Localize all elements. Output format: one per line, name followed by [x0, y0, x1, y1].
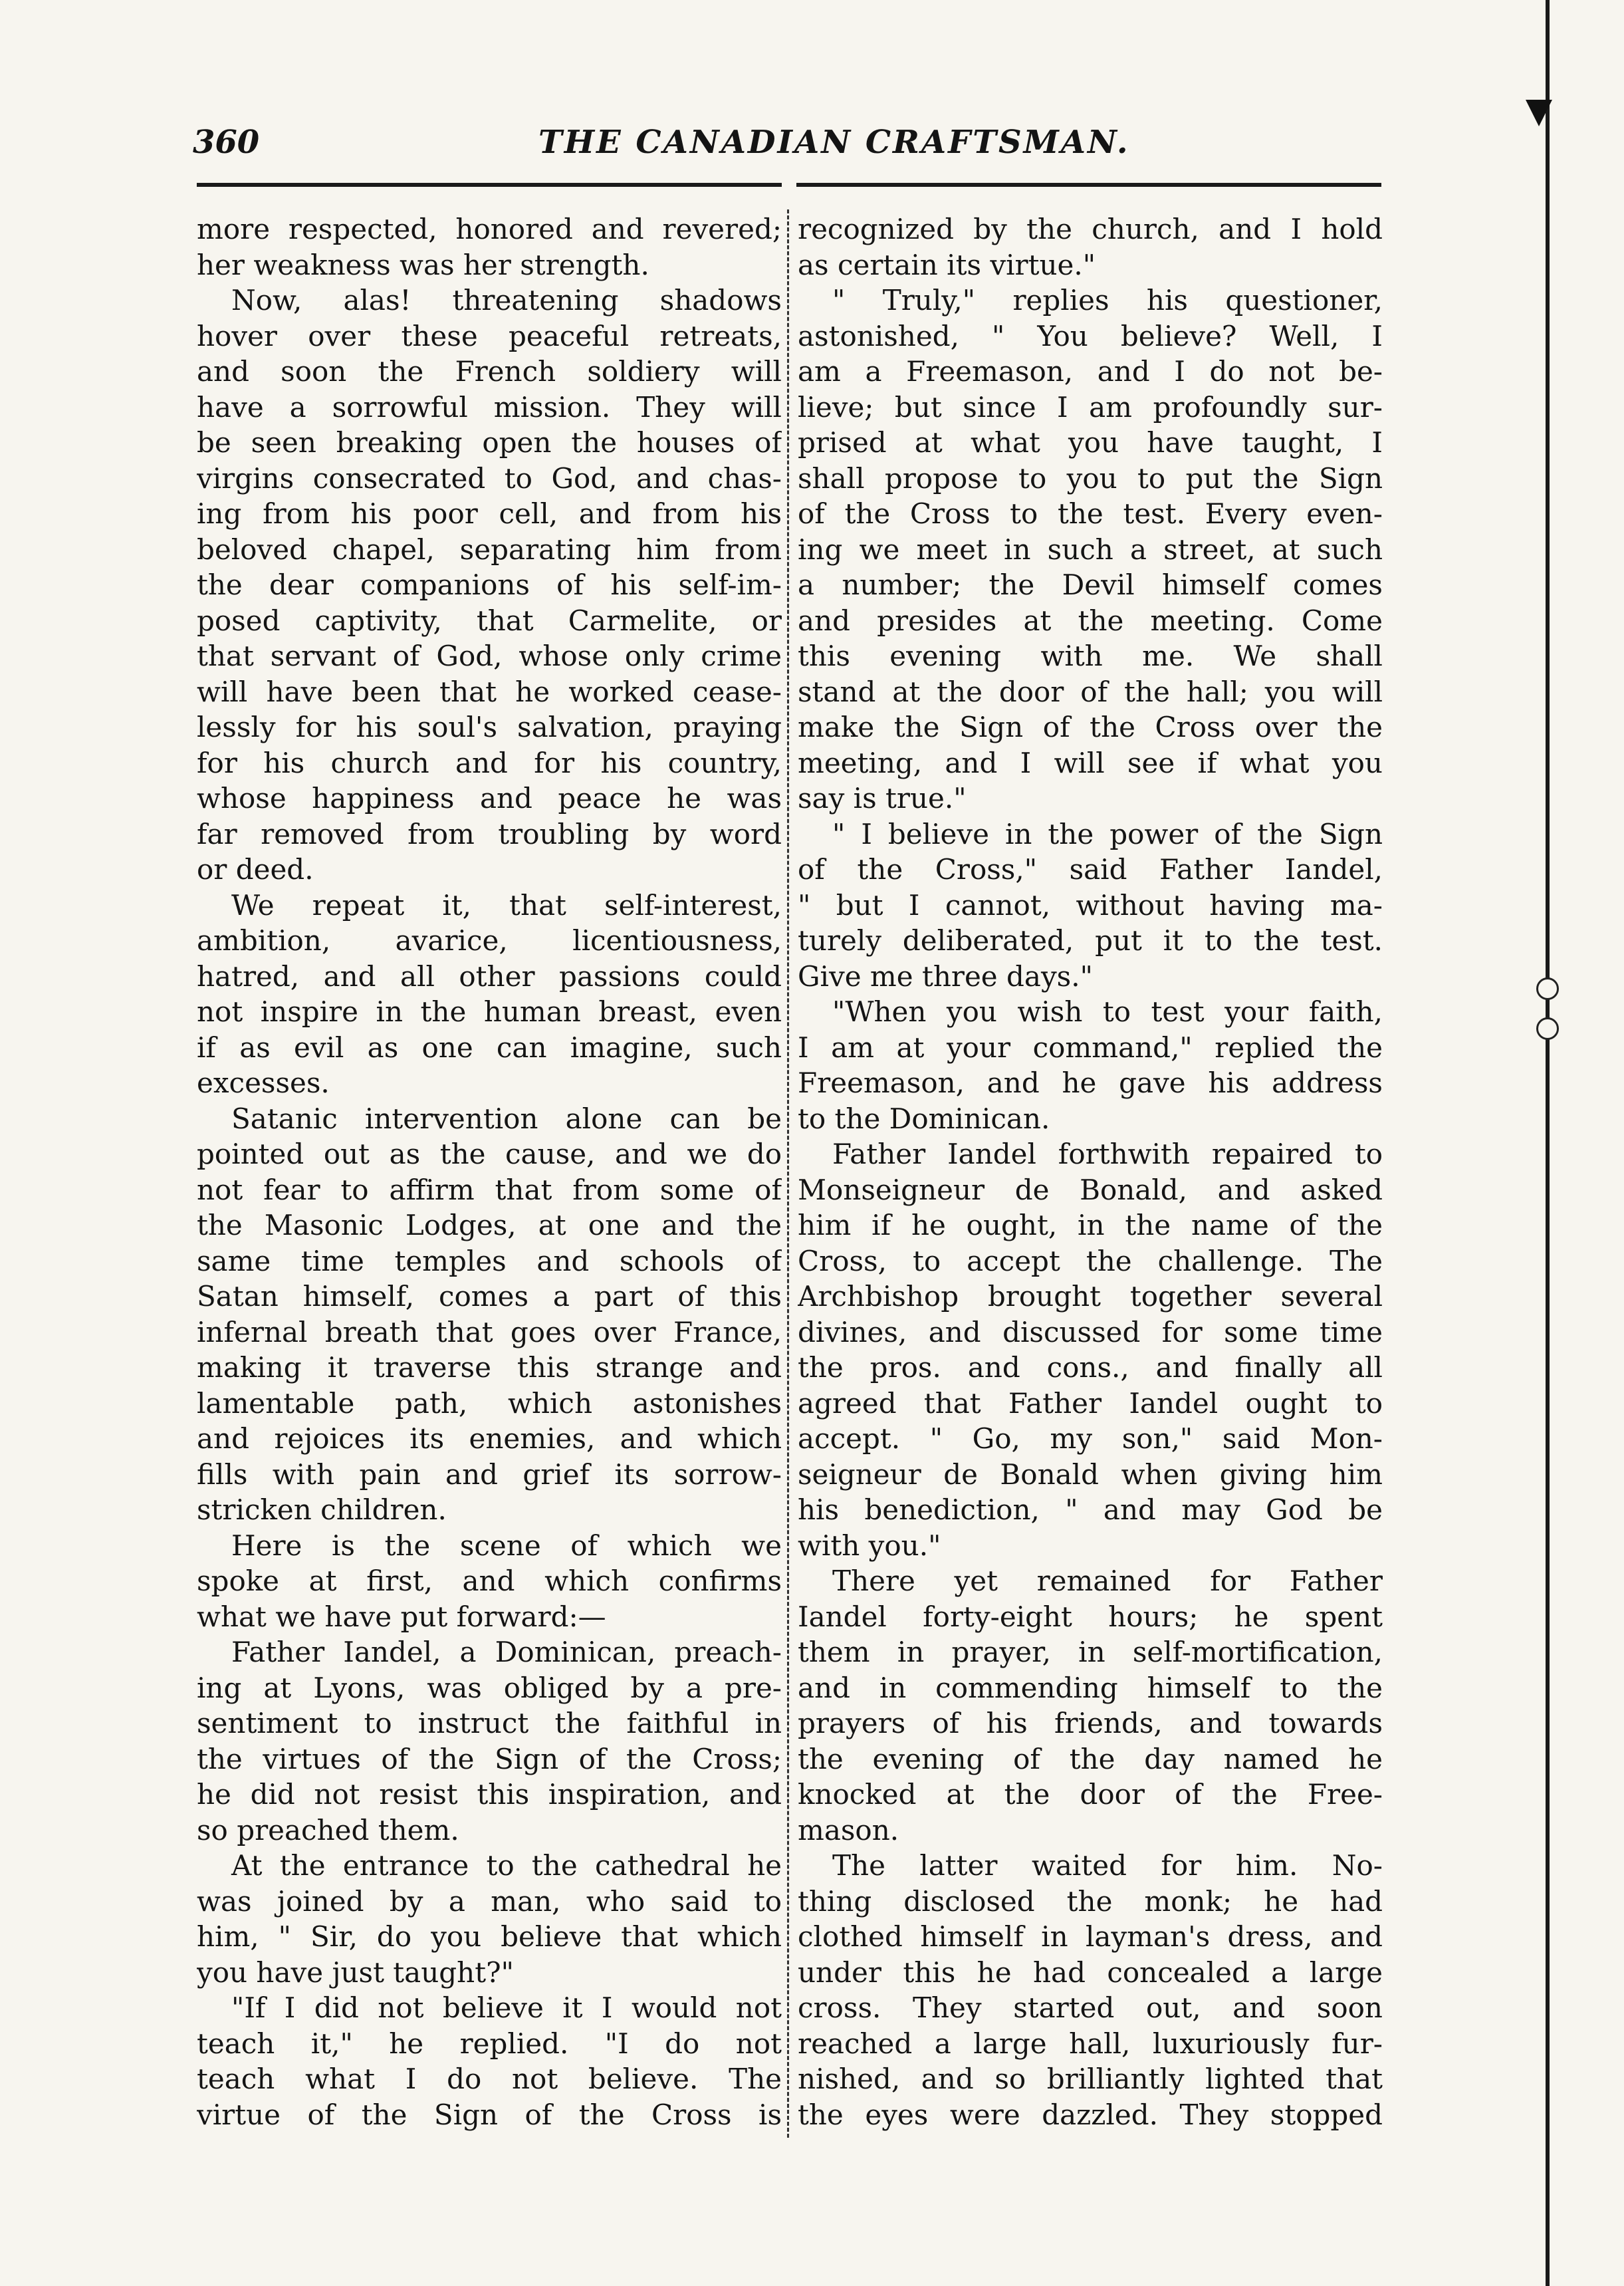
text-line: beloved chapel, separating him from: [197, 533, 782, 566]
text-line: Father Iandel forthwith repaired to: [832, 1138, 1383, 1170]
text-line: and in commending himself to the: [798, 1671, 1383, 1704]
text-line: thing disclosed the monk; he had: [798, 1884, 1383, 1918]
text-line: hover over these peaceful retreats,: [197, 319, 782, 352]
text-line: teach it," he replied. "I do not: [197, 2027, 782, 2060]
text-line: not fear to affirm that from some of: [197, 1173, 782, 1206]
text-line: infernal breath that goes over France,: [197, 1315, 782, 1348]
text-line: recognized by the church, and I hold: [798, 213, 1383, 245]
text-line: he did not resist this inspiration, and: [197, 1778, 782, 1811]
text-line: "If I did not believe it I would not: [231, 1991, 782, 2024]
text-line: whose happiness and peace he was: [197, 782, 782, 815]
page-edge-margin: [1532, 0, 1624, 2286]
text-line: his benediction, " and may God be: [798, 1493, 1383, 1526]
running-title: THE CANADIAN CRAFTSMAN.: [538, 124, 1130, 161]
text-line: or deed.: [197, 853, 314, 886]
text-line: Archbishop brought together several: [798, 1280, 1383, 1313]
text-line: of the Cross to the test. Every even-: [798, 497, 1383, 530]
text-line: cross. They started out, and soon: [798, 1991, 1383, 2024]
text-line: posed captivity, that Carmelite, or: [197, 604, 782, 637]
text-line: make the Sign of the Cross over the: [798, 711, 1383, 743]
binding-edge-line: [1546, 0, 1550, 2286]
text-line: same time temples and schools of: [197, 1244, 782, 1277]
text-line: the virtues of the Sign of the Cross;: [197, 1742, 782, 1775]
header-rule-left: [197, 183, 782, 187]
text-line: as certain its virtue.": [798, 248, 1096, 281]
text-line: Give me three days.": [798, 959, 1093, 993]
text-line: Monseigneur de Bonald, and asked: [798, 1173, 1383, 1206]
text-line: a number; the Devil himself comes: [798, 569, 1383, 601]
text-line: mason.: [798, 1813, 899, 1846]
edge-arrow-mark: [1526, 100, 1552, 126]
text-line: that servant of God, whose only crime: [197, 640, 782, 672]
text-line: have a sorrowful mission. They will: [197, 390, 782, 424]
text-line: spoke at first, and which confirms: [197, 1565, 782, 1597]
text-line: ing at Lyons, was obliged by a pre-: [197, 1671, 782, 1704]
text-line: Cross, to accept the challenge. The: [798, 1244, 1383, 1277]
text-line: am a Freemason, and I do not be-: [798, 355, 1383, 388]
text-line: him if he ought, in the name of the: [798, 1209, 1383, 1241]
text-line: the evening of the day named he: [798, 1742, 1383, 1775]
text-line: lamentable path, which astonishes: [197, 1386, 782, 1420]
text-line: hatred, and all other passions could: [197, 959, 782, 993]
text-line: if as evil as one can imagine, such: [197, 1031, 782, 1064]
text-line: Iandel forty-eight hours; he spent: [798, 1600, 1383, 1633]
right-column: [798, 211, 1383, 2140]
text-line: what we have put forward:—: [197, 1600, 606, 1633]
text-line: far removed from troubling by word: [197, 817, 782, 850]
text-line: virtue of the Sign of the Cross is: [197, 2098, 782, 2131]
header-rule-right: [796, 183, 1381, 187]
text-line: divines, and discussed for some time: [798, 1315, 1383, 1348]
text-line: you have just taught?": [197, 1956, 514, 1989]
text-line: seigneur de Bonald when giving him: [798, 1458, 1383, 1491]
text-line: " but I cannot, without having ma-: [798, 888, 1383, 922]
text-line: so preached them.: [197, 1813, 459, 1846]
text-line: teach what I do not believe. The: [197, 2063, 782, 2095]
text-line: for his church and for his country,: [197, 746, 782, 779]
text-line: Freemason, and he gave his address: [798, 1067, 1383, 1099]
text-line: to the Dominican.: [798, 1102, 1050, 1135]
text-line: this evening with me. We shall: [798, 640, 1383, 672]
text-line: nished, and so brilliantly lighted that: [798, 2063, 1383, 2095]
text-line: say is true.": [798, 782, 967, 815]
text-line: I am at your command," replied the: [798, 1031, 1383, 1064]
text-line: "When you wish to test your faith,: [832, 995, 1383, 1028]
text-line: accept. " Go, my son," said Mon-: [798, 1422, 1383, 1455]
text-line: " I believe in the power of the Sign: [832, 817, 1383, 850]
text-line: them in prayer, in self-mortification,: [798, 1636, 1383, 1668]
text-line: ing we meet in such a street, at such: [798, 533, 1383, 566]
text-line: lessly for his soul's salvation, praying: [197, 711, 782, 743]
text-line: We repeat it, that self-interest,: [231, 888, 782, 922]
text-line: turely deliberated, put it to the test.: [798, 924, 1383, 957]
text-line: stand at the door of the hall; you will: [798, 675, 1383, 708]
text-line: was joined by a man, who said to: [197, 1884, 782, 1918]
text-line: " Truly," replies his questioner,: [832, 284, 1383, 317]
text-line: astonished, " You believe? Well, I: [798, 319, 1383, 352]
text-line: fills with pain and grief its sorrow-: [197, 1458, 782, 1491]
text-line: shall propose to you to put the Sign: [798, 461, 1383, 495]
text-line: reached a large hall, luxuriously fur-: [798, 2027, 1383, 2060]
text-line: the pros. and cons., and finally all: [798, 1351, 1383, 1384]
edge-ring-mark: [1536, 977, 1559, 1000]
text-line: agreed that Father Iandel ought to: [798, 1386, 1383, 1420]
text-line: stricken children.: [197, 1493, 447, 1526]
text-line: not inspire in the human breast, even: [197, 995, 782, 1028]
text-line: prayers of his friends, and towards: [798, 1707, 1383, 1739]
text-line: Father Iandel, a Dominican, preach-: [231, 1636, 782, 1668]
text-line: him, " Sir, do you believe that which: [197, 1920, 782, 1953]
text-line: be seen breaking open the houses of: [197, 426, 782, 459]
text-line: the dear companions of his self-im-: [197, 569, 782, 601]
text-line: ing from his poor cell, and from his: [197, 497, 782, 530]
text-line: lieve; but since I am profoundly sur-: [798, 390, 1383, 424]
text-line: prised at what you have taught, I: [798, 426, 1383, 459]
text-line: ambition, avarice, licentiousness,: [197, 924, 782, 957]
text-line: making it traverse this strange and: [197, 1351, 782, 1384]
text-line: Here is the scene of which we: [231, 1529, 782, 1562]
text-line: and soon the French soldiery will: [197, 355, 782, 388]
text-line: There yet remained for Father: [832, 1565, 1383, 1597]
text-line: the Masonic Lodges, at one and the: [197, 1209, 782, 1241]
text-line: under this he had concealed a large: [798, 1956, 1383, 1989]
text-line: the eyes were dazzled. They stopped: [798, 2098, 1383, 2131]
text-line: Satan himself, comes a part of this: [197, 1280, 782, 1313]
column-divider: [787, 209, 789, 2138]
text-line: and rejoices its enemies, and which: [197, 1422, 782, 1455]
edge-ring-mark: [1536, 1017, 1559, 1040]
text-line: of the Cross," said Father Iandel,: [798, 853, 1383, 886]
left-column: [197, 211, 782, 2140]
text-line: with you.": [798, 1529, 941, 1562]
text-line: meeting, and I will see if what you: [798, 746, 1383, 779]
text-line: will have been that he worked cease-: [197, 675, 782, 708]
text-line: knocked at the door of the Free-: [798, 1778, 1383, 1811]
text-line: more respected, honored and revered;: [197, 213, 782, 245]
text-line: Satanic intervention alone can be: [231, 1102, 782, 1135]
page-number: 360: [193, 124, 260, 161]
text-line: sentiment to instruct the faithful in: [197, 1707, 782, 1739]
text-line: At the entrance to the cathedral he: [231, 1849, 782, 1882]
text-line: The latter waited for him. No-: [832, 1849, 1383, 1882]
text-line: clothed himself in layman's dress, and: [798, 1920, 1383, 1953]
page-header: [193, 124, 1389, 177]
text-line: and presides at the meeting. Come: [798, 604, 1383, 637]
text-line: her weakness was her strength.: [197, 248, 649, 281]
text-line: excesses.: [197, 1067, 330, 1099]
text-line: pointed out as the cause, and we do: [197, 1138, 782, 1170]
text-line: virgins consecrated to God, and chas-: [197, 461, 782, 495]
text-line: Now, alas! threatening shadows: [231, 284, 782, 317]
